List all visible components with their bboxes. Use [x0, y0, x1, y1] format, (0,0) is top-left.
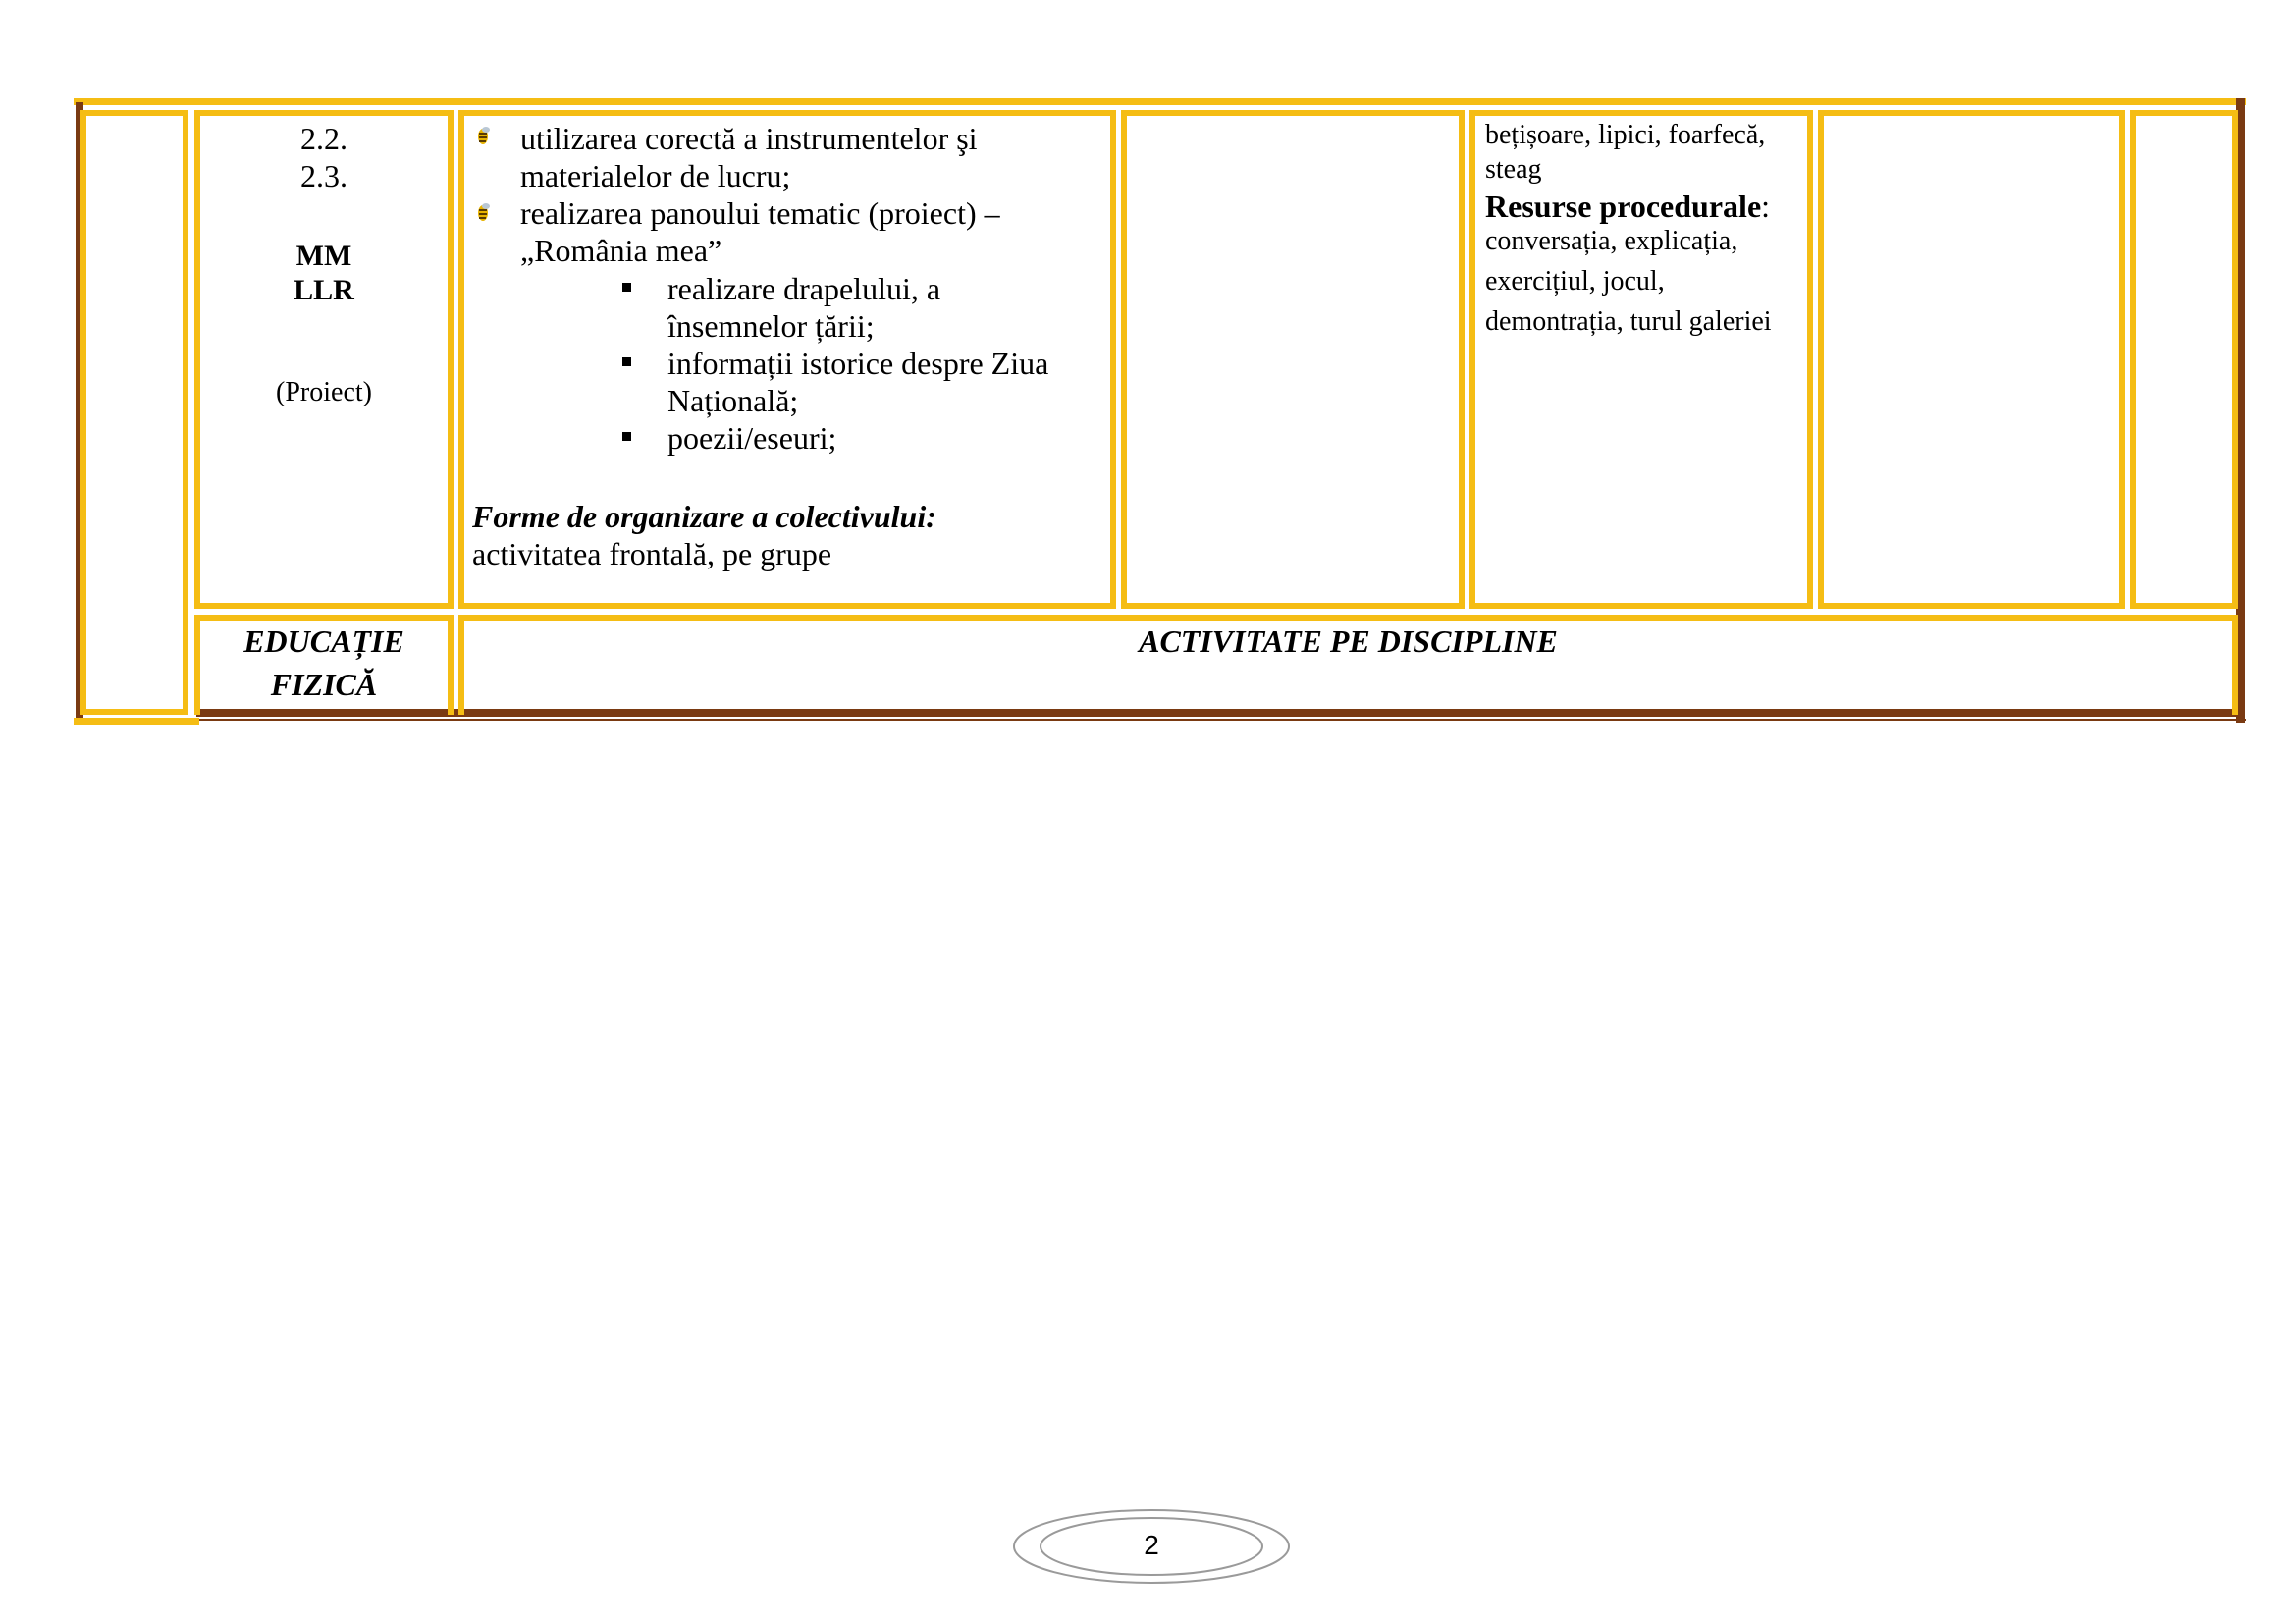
competence-2-2: 2.2. [300, 121, 347, 156]
cell-row1-col7 [2130, 110, 2238, 609]
square-bullet-icon [622, 432, 631, 441]
activity-subitem-1-line1: realizare drapelului, a [667, 271, 941, 306]
bee-bullet-icon [475, 125, 491, 146]
activity-subitem-2-line1: informații istorice despre Ziua [667, 346, 1049, 381]
activity-item-1-line2: materialelor de lucru; [520, 158, 791, 193]
organization-heading: Forme de organizare a colectivului: [472, 499, 936, 534]
cell-row1-col5 [1469, 110, 1813, 609]
procedural-resources-line1: conversația, explicația, [1485, 226, 1738, 256]
activity-type: ACTIVITATE PE DISCIPLINE [1139, 623, 1558, 659]
discipline-mm: MM [295, 240, 352, 272]
project-label: (Proiect) [276, 377, 372, 407]
material-resources-line1: bețișoare, lipici, foarfecă, [1485, 120, 1766, 150]
bee-bullet-icon [475, 201, 491, 223]
discipline-llr: LLR [294, 274, 354, 306]
cell-row1-col4 [1121, 110, 1465, 609]
subject-name-line1: EDUCAȚIE [243, 623, 404, 659]
cell-row1-col1 [80, 110, 188, 715]
activity-subitem-3-line1: poezii/eseuri; [667, 420, 837, 456]
page-number: 2 [1144, 1530, 1159, 1560]
organization-text: activitatea frontală, pe grupe [472, 536, 832, 571]
activity-subitem-2-line2: Națională; [667, 383, 799, 418]
material-resources-line2: steag [1485, 154, 1542, 185]
square-bullet-icon [622, 283, 631, 292]
competence-2-3: 2.3. [300, 158, 347, 193]
activity-item-1-line1: utilizarea corectă a instrumentelor şi [520, 121, 978, 156]
activity-subitem-1-line2: însemnelor țării; [667, 308, 875, 344]
cell-row1-col6 [1818, 110, 2125, 609]
procedural-resources-line2: exercițiul, jocul, [1485, 266, 1665, 297]
activity-item-2-line1: realizarea panoului tematic (proiect) – [520, 195, 1000, 231]
table-bottom-thin-rule [74, 719, 2246, 721]
activity-item-2-line2: „România mea” [520, 233, 722, 268]
table-bottom-left-lip [74, 718, 199, 725]
procedural-resources-heading: Resurse procedurale: [1485, 189, 1771, 224]
table-top-border [74, 98, 2246, 105]
subject-name-line2: FIZICĂ [270, 667, 378, 702]
square-bullet-icon [622, 357, 631, 366]
procedural-resources-line3: demontrația, turul galeriei [1485, 306, 1772, 337]
